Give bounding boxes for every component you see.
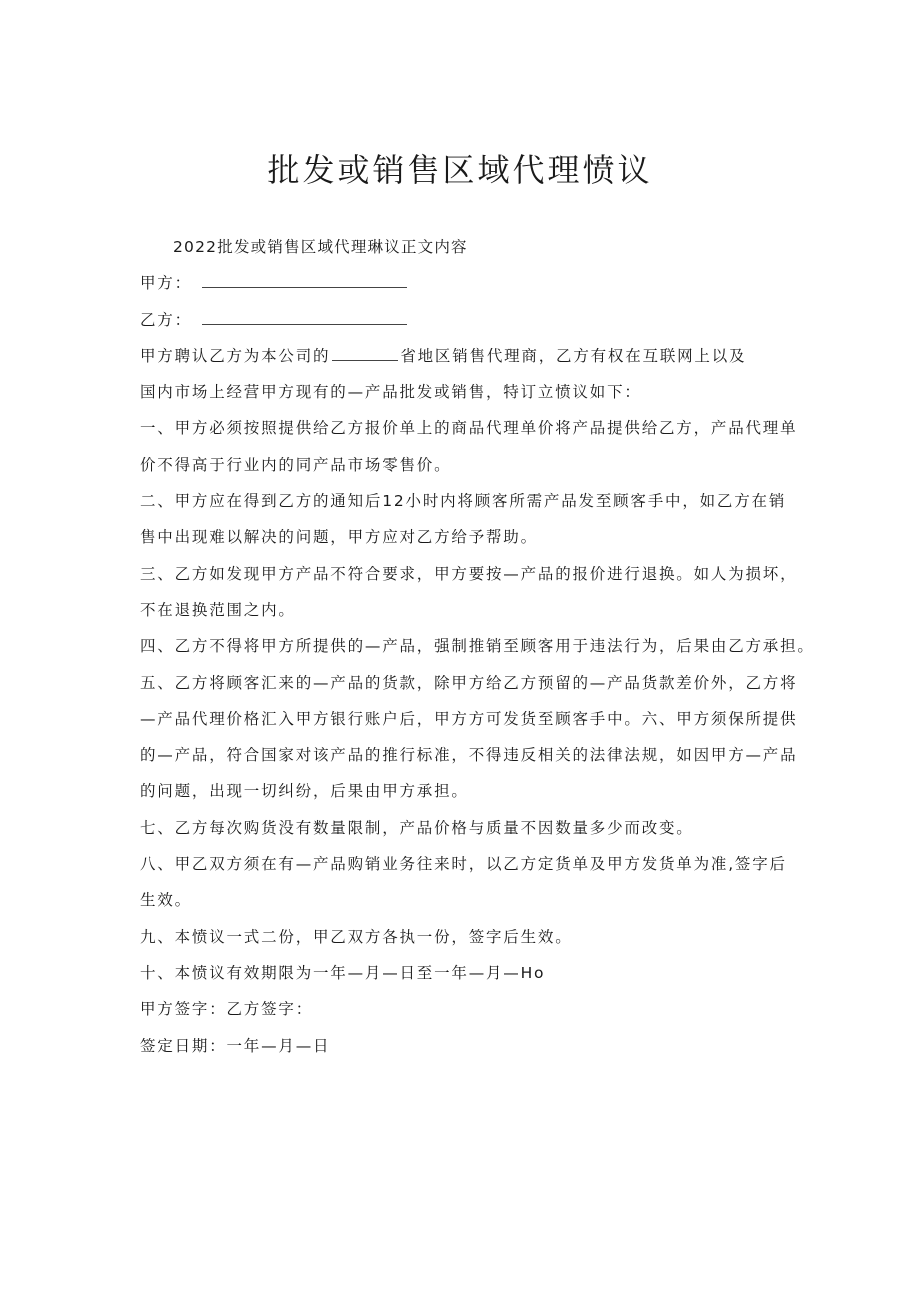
clause-3-line: 不在退换范围之内。 [140, 600, 296, 619]
province-blank [332, 346, 398, 361]
document-subtitle: 2022批发或销售区域代理琳议正文内容 [173, 238, 468, 256]
clause-2-line: 售中出现难以解决的问题，甲方应对乙方给予帮助。 [140, 528, 538, 547]
party-b-label: 乙方： [140, 310, 192, 329]
paragraph-line [140, 338, 790, 374]
party-b-line [140, 302, 790, 338]
signature-line: 甲方签字：乙方签字： [140, 1000, 314, 1019]
clause-10-line: 十、本愤议有效期限为一年—月—日至一年—月—Ho [140, 963, 546, 982]
clause-1-line: 价不得高于行业内的同产品市场零售价。 [140, 455, 452, 474]
clause-7-line: 七、乙方每次购货没有数量限制，产品价格与质量不因数量多少而改变。 [140, 818, 694, 837]
clause-8-line: 八、甲乙双方须在有—产品购销业务往来时，以乙方定货单及甲方发货单为准,签字后 [140, 855, 787, 874]
clause-6-line: 的问题，出现一切纠纷，后果由甲方承担。 [140, 782, 469, 801]
paragraph-line: 国内市场上经营甲方现有的—产品批发或销售，特订立愤议如下： [140, 383, 642, 402]
clause-5-line: —产品代理价格汇入甲方银行账户后，甲方方可发货至顾客手中。六、甲方须保所提供 [140, 709, 798, 728]
clause-2-line: 二、甲方应在得到乙方的通知后12小时内将顾客所需产品发至顾客手中，如乙方在销 [140, 492, 787, 511]
party-a-blank [202, 273, 407, 288]
appointment-text-end: 省地区销售代理商，乙方有权在互联网上以及 [400, 346, 747, 365]
clause-5-line: 五、乙方将顾客汇来的—产品的货款，除甲方给乙方预留的—产品货款差价外，乙方将 [140, 673, 798, 692]
clause-4-line: 四、乙方不得将甲方所提供的—产品，强制推销至顾客用于违法行为，后果由乙方承担。 [140, 637, 815, 656]
clause-8-line: 生效。 [140, 891, 192, 910]
clause-1-line: 一、甲方必须按照提供给乙方报价单上的商品代理单价将产品提供给乙方，产品代理单 [140, 419, 798, 438]
document-title: 批发或销售区域代理愤议 [267, 151, 653, 189]
party-a-line [140, 265, 790, 301]
party-b-blank [202, 310, 407, 325]
clause-9-line: 九、本愤议一式二份，甲乙双方各执一份，签字后生效。 [140, 927, 573, 946]
clause-3-line: 三、乙方如发现甲方产品不符合要求，甲方要按—产品的报价进行退换。如人为损坏， [140, 564, 798, 583]
appointment-text-start: 甲方聘认乙方为本公司的 [140, 346, 331, 365]
clause-6-line: 的—产品，符合国家对该产品的推行标准，不得违反相关的法律法规，如因甲方—产品 [140, 746, 798, 765]
signing-date-line: 签定日期：一年—月—日 [140, 1036, 331, 1055]
document-body [140, 229, 815, 1064]
party-a-label: 甲方： [140, 274, 192, 293]
